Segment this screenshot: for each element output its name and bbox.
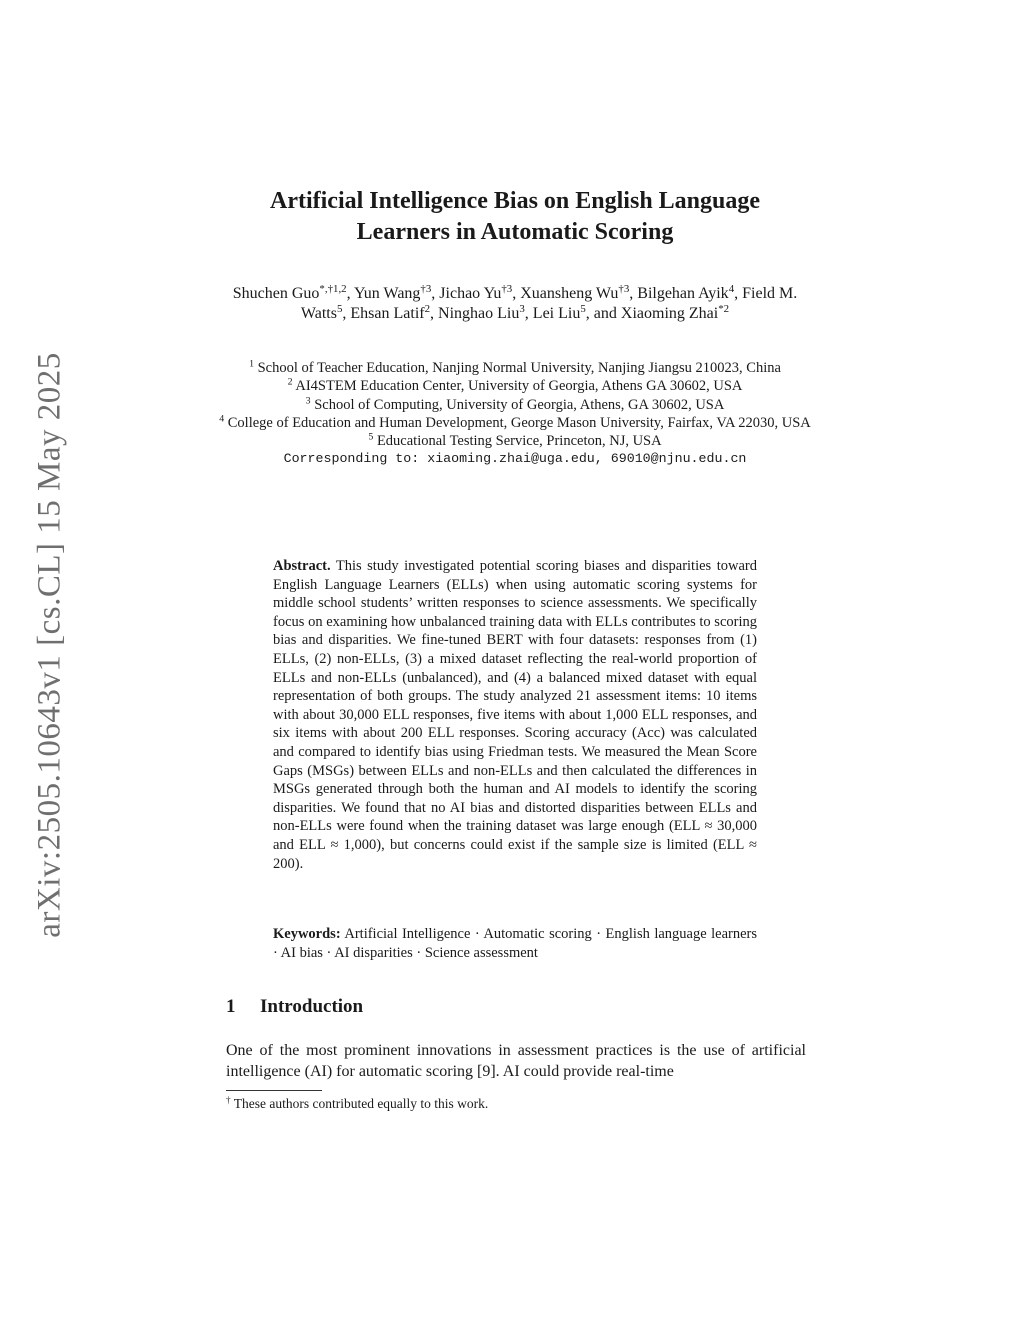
affiliation-text: School of Teacher Education, Nanjing Normal University, Nanjing Jiangsu 210023, China: [253, 360, 781, 376]
author-affiliation-mark: †3: [420, 283, 432, 296]
affiliation-number: 1: [249, 358, 254, 370]
abstract-text: This study investigated potential scoring biases and disparities toward English Language Learners (ELLs) when using automatic scoring systems for middle school students’ written responses to science assessments. We specifically focus on examining how unbalanced training data with ELLs contributes to scoring bias and disparities. We fine-tuned BERT with four datasets: responses from (1) ELLs, (2) non-ELLs, (3) a mixed dataset reflecting the real-world proportion of ELLs and non-ELLs (unbalanced), and (4) a balanced mixed dataset with equal representation of both groups. The study analyzed 21 assessment items: 10 items with about 30,000 ELL responses, five items with about 1,000 ELL responses, and six items with about 200 ELL responses. Scoring accuracy (Acc) was calculated and compared to identify bias using Friedman tests. We measured the Mean Score Gaps (MSGs) between ELLs and non-ELLs and then calculated the differences in MSGs generated through both the human and AI models to identify the scoring disparities. We found that no AI bias and distorted disparities between ELLs and non-ELLs were found when the training dataset was large enough (ELL ≈ 30,000 and ELL ≈ 1,000), but concerns could exist if the sample size is limited (ELL ≈ 200).: [273, 558, 757, 872]
author-separator: ,: [629, 285, 638, 302]
arxiv-sidebar: [30, 345, 70, 945]
affiliation-number: 2: [287, 376, 293, 388]
title-line-1: Artificial Intelligence Bias on English Language: [269, 188, 761, 214]
affiliation-item: [200, 432, 830, 450]
footnote-rule: [226, 1090, 322, 1091]
author-list: [215, 284, 815, 324]
author-name: Xuansheng Wu: [520, 285, 619, 302]
author-affiliation-mark: 2: [424, 303, 431, 316]
affiliation-item: [200, 377, 830, 395]
author-affiliation-mark: †3: [501, 283, 513, 296]
author-name: Lei Liu: [532, 305, 581, 322]
affiliation-number: 4: [219, 413, 225, 425]
corresponding-email: Corresponding to: xiaoming.zhai@uga.edu, 69010@njnu.edu.cn: [283, 451, 747, 467]
abstract: [273, 557, 757, 873]
author-separator: ,: [524, 305, 533, 322]
keywords-text: Artificial Intelligence · Automatic scoring · English language learners · AI bias · AI disparities · Science assessment: [273, 926, 758, 961]
author-name: Xiaoming Zhai: [620, 305, 719, 322]
author-separator: ,: [431, 285, 440, 302]
affiliations: [200, 359, 830, 469]
author-affiliation-mark: 5: [336, 303, 343, 316]
affiliation-text: Educational Testing Service, Princeton, NJ, USA: [373, 433, 662, 450]
section-number: 1: [226, 996, 236, 1017]
author-affiliation-mark: †3: [618, 283, 630, 296]
author-name: Jichao Yu: [439, 285, 502, 302]
footnote: [226, 1095, 488, 1113]
section-heading: [226, 996, 363, 1018]
paper-title: [200, 186, 830, 248]
author-name: Bilgehan Ayik: [637, 285, 729, 302]
author-separator: , and: [585, 305, 621, 322]
keywords-label: Keywords:: [273, 926, 341, 942]
abstract-label: Abstract.: [273, 558, 331, 574]
affiliation-number: 5: [368, 431, 374, 443]
author-separator: ,: [342, 305, 351, 322]
keywords: [273, 925, 757, 962]
affiliation-item: [200, 359, 830, 377]
author-name: Shuchen Guo: [232, 285, 320, 302]
footnote-mark: †: [226, 1094, 231, 1105]
author-name: Yun Wang: [354, 285, 421, 302]
affiliation-item: [200, 414, 830, 432]
author-name: Ninghao Liu: [438, 305, 520, 322]
section-title: Introduction: [260, 996, 364, 1017]
title-line-2: Learners in Automatic Scoring: [356, 219, 674, 245]
author-separator: ,: [346, 285, 354, 302]
author-affiliation-mark: 5: [580, 303, 586, 316]
affiliation-text: AI4STEM Education Center, University of Georgia, Athens GA 30602, USA: [292, 378, 743, 395]
author-separator: ,: [512, 285, 521, 302]
affiliation-item: [200, 396, 830, 414]
author-name: Field M. Watts: [300, 285, 798, 322]
affiliation-text: School of Computing, University of Georgia, Athens, GA 30602, USA: [310, 396, 725, 413]
author-name: Ehsan Latif: [350, 305, 425, 322]
arxiv-identifier: arXiv:2505.10643v1 [cs.CL] 15 May 2025: [31, 352, 68, 938]
author-affiliation-mark: 4: [728, 283, 735, 296]
author-separator: ,: [430, 305, 439, 322]
affiliation-text: College of Education and Human Development, George Mason University, Fairfax, VA 22030, USA: [224, 414, 811, 431]
intro-paragraph: One of the most prominent innovations in assessment practices is the use of artificial intelligence (AI) for automatic scoring [9]. AI could provide real-time: [226, 1042, 806, 1080]
affiliation-number: 3: [305, 395, 311, 407]
footnote-text: These authors contributed equally to this work.: [233, 1096, 489, 1111]
author-affiliation-mark: *2: [718, 303, 730, 316]
author-separator: ,: [734, 285, 743, 302]
author-affiliation-mark: *,†1,2: [319, 283, 347, 296]
author-affiliation-mark: 3: [519, 303, 525, 316]
